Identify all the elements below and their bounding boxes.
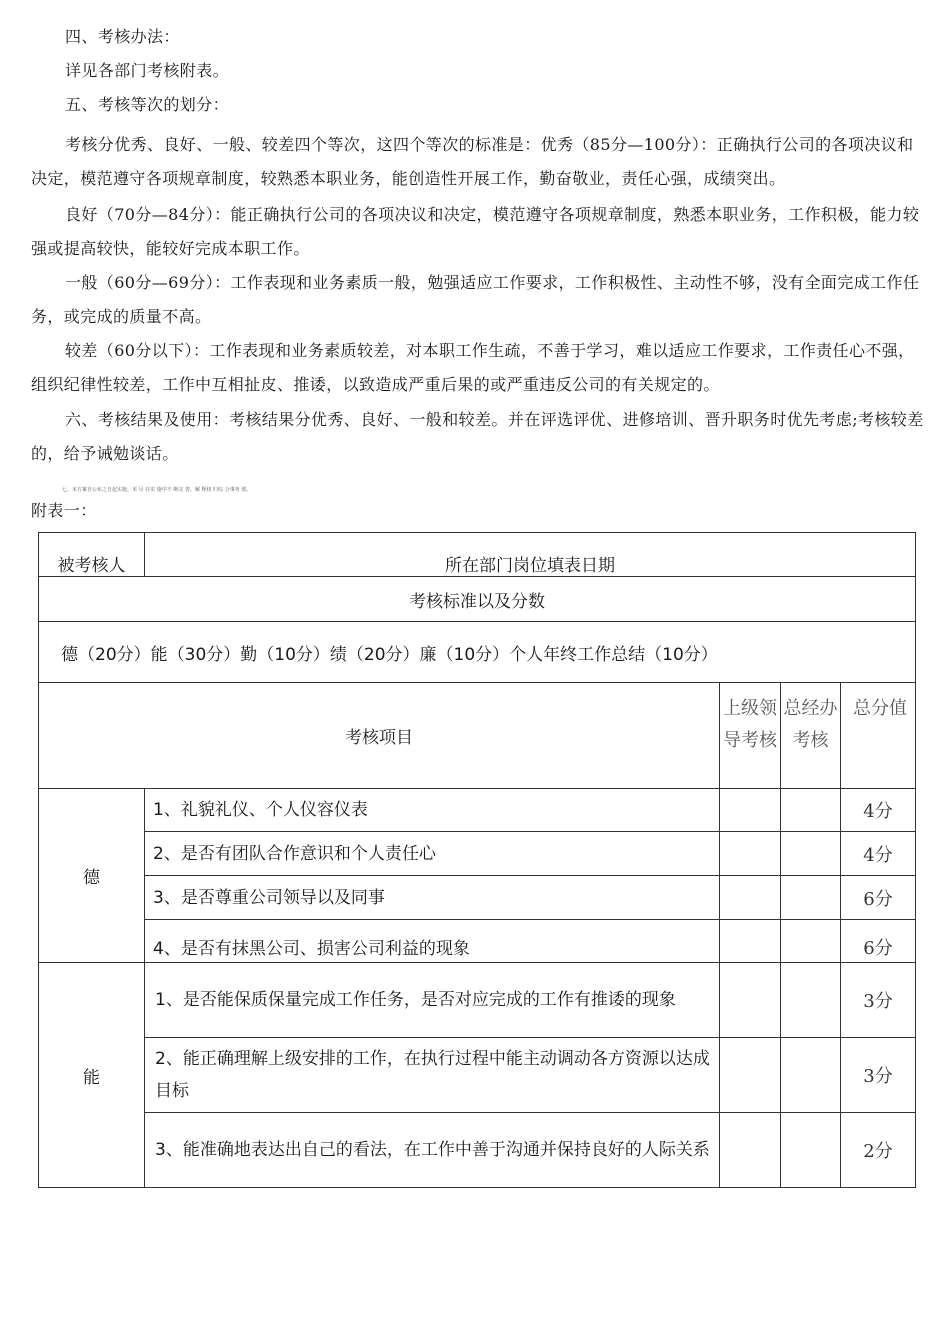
grade-poor-paragraph: 较差（60分以下）：工作表现和业务素质较差，对本职工作生疏，不善于学习，难以适应工作要求，工作责任心不强，组织纪律性较差，工作中互相扯皮、推诿，以致造成严重后果的或严重违反公司的有关规定的。: [31, 341, 915, 394]
item-score: 6分: [841, 876, 916, 920]
superior-score-cell[interactable]: [720, 920, 781, 963]
item-text: 1、是否能保质保量完成工作任务，是否对应完成的工作有推诿的现象: [145, 963, 720, 1038]
section-7-tiny-note: 七、本方案自公布之日起实施。未 尽 在实 施中不 断完 善。解 释权 归综 合事务 部。: [62, 487, 252, 493]
item-text: 4、是否有抹黑公司、损害公司利益的现象: [145, 920, 720, 963]
gm-score-cell[interactable]: [781, 832, 841, 876]
item-score: 3分: [841, 1038, 916, 1113]
score-weights: 德（20分）能（30分）勤（10分）绩（20分）廉（10分）个人年终工作总结（10分）: [39, 622, 916, 683]
superior-score-cell[interactable]: [720, 832, 781, 876]
grade-good-paragraph: 良好（70分—84分）：能正确执行公司的各项决议和决定，模范遵守各项规章制度，熟悉本职业务，工作积极，能力较强或提高较快，能较好完成本职工作。: [31, 205, 920, 258]
superior-score-cell[interactable]: [720, 789, 781, 832]
examinee-label: 被考核人: [39, 533, 145, 577]
col-total-header: 总分值: [841, 683, 916, 789]
gm-score-cell[interactable]: [781, 920, 841, 963]
table-row-standard: [39, 577, 916, 622]
section-4-text: 详见各部门考核附表。: [65, 61, 230, 80]
item-text: 2、是否有团队合作意识和个人责任心: [145, 832, 720, 876]
item-score: 4分: [841, 789, 916, 832]
appendix-label: 附表一：: [31, 501, 97, 520]
superior-score-cell[interactable]: [720, 1038, 781, 1113]
evaluation-table: [38, 532, 916, 1188]
section-6-paragraph: 六、考核结果及使用：考核结果分优秀、良好、一般和较差。并在评选评优、进修培训、晋升职务时优先考虑;考核较差的，给予诫勉谈话。: [31, 410, 924, 463]
standard-title: 考核标准以及分数: [39, 577, 916, 622]
item-score: 2分: [841, 1113, 916, 1188]
table-row: [39, 1038, 916, 1113]
superior-score-cell[interactable]: [720, 1113, 781, 1188]
table-row: [39, 832, 916, 876]
gm-score-cell[interactable]: [781, 1038, 841, 1113]
table-row: [39, 1113, 916, 1188]
table-row: [39, 876, 916, 920]
gm-score-cell[interactable]: [781, 963, 841, 1038]
table-row-header: [39, 533, 916, 577]
table-row-columns: [39, 683, 916, 789]
table-row: [39, 920, 916, 963]
col-gm-header: 总经办考核: [781, 683, 841, 789]
superior-score-cell[interactable]: [720, 963, 781, 1038]
section-4-heading: 四、考核办法：: [65, 27, 180, 46]
group-name-neng: 能: [39, 963, 145, 1188]
gm-score-cell[interactable]: [781, 1113, 841, 1188]
grade-excellent-paragraph: 考核分优秀、良好、一般、较差四个等次，这四个等次的标准是：优秀（85分—100分）：正确执行公司的各项决议和决定，模范遵守各项规章制度，较熟悉本职业务，能创造性开展工作，勤奋敬业，责任心强，成绩突出。: [31, 135, 914, 188]
table-row: [39, 963, 916, 1038]
item-text: 2、能正确理解上级安排的工作，在执行过程中能主动调动各方资源以达成目标: [145, 1038, 720, 1113]
item-text: 3、能准确地表达出自己的看法，在工作中善于沟通并保持良好的人际关系: [145, 1113, 720, 1188]
item-score: 6分: [841, 920, 916, 963]
superior-score-cell[interactable]: [720, 876, 781, 920]
dept-position-date-label: 所在部门岗位填表日期: [145, 533, 916, 577]
grade-average-paragraph: 一般（60分—69分）：工作表现和业务素质一般，勉强适应工作要求，工作积极性、主动性不够，没有全面完成工作任务，或完成的质量不高。: [31, 273, 920, 326]
item-score: 3分: [841, 963, 916, 1038]
table-row-weights: [39, 622, 916, 683]
group-name-de: 德: [39, 789, 145, 963]
item-score: 4分: [841, 832, 916, 876]
col-item-header: 考核项目: [39, 683, 720, 789]
item-text: 3、是否尊重公司领导以及同事: [145, 876, 720, 920]
table-row: [39, 789, 916, 832]
gm-score-cell[interactable]: [781, 789, 841, 832]
gm-score-cell[interactable]: [781, 876, 841, 920]
section-5-heading: 五、考核等次的划分：: [65, 95, 230, 114]
item-text: 1、礼貌礼仪、个人仪容仪表: [145, 789, 720, 832]
col-superior-header: 上级领导考核: [720, 683, 781, 789]
